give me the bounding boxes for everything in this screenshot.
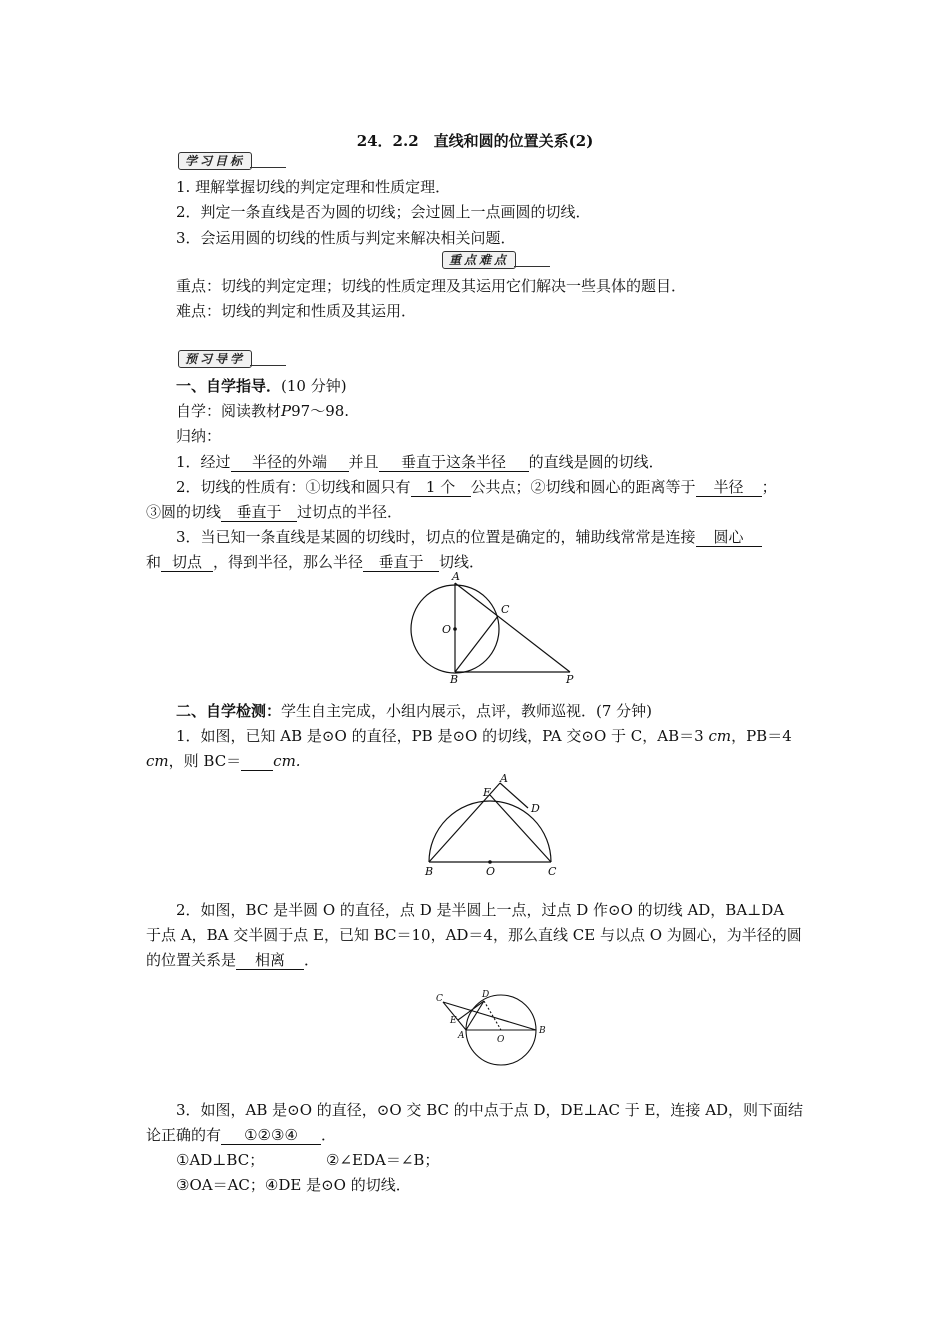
goal-3: 3．会运用圆的切线的性质与判定来解决相关问题． <box>176 229 516 247</box>
label-e: E <box>483 786 492 799</box>
blank-answer: 相离 <box>236 951 304 970</box>
blank-answer: 切点 <box>161 553 213 572</box>
induction-item-2: 2．切线的性质有：①切线和圆只有 1 个 公共点；②切线和圆心的距离等于 半径 ； <box>176 478 777 496</box>
blank-answer: 圆心 <box>696 528 762 547</box>
label-a: A <box>452 570 460 583</box>
secant-pa <box>455 583 570 672</box>
segment-ec <box>490 795 551 862</box>
question-1-cont: cm，则 BC＝ cm. <box>146 752 301 770</box>
goal-1: 1. 理解掌握切线的判定定理和性质定理． <box>176 178 451 196</box>
induction-item-3-cont: 和 切点 ，得到半径，那么半径 垂直于 切线． <box>146 553 485 571</box>
key-badge-label: 重点难点 <box>442 251 516 269</box>
question-3-line-2: 论正确的有 ①②③④ ． <box>146 1126 337 1144</box>
segment-bc <box>455 616 498 672</box>
label-o: O <box>442 623 452 636</box>
blank-answer: 垂直于 <box>221 503 297 522</box>
preview-badge-label: 预习导学 <box>178 350 252 368</box>
label-o: O <box>497 1035 505 1045</box>
question-2-line-2: 于点 A，BA 交半圆于点 E，已知 BC＝10，AD＝4，那么直线 CE 与以点 O 为圆心，为半径的圆 <box>146 926 802 944</box>
segment-de <box>458 1001 484 1020</box>
blank-answer: 半径的外端 <box>231 453 349 472</box>
question-3-line-1: 3．如图，AB 是⊙O 的直径，⊙O 交 BC 的中点于点 D，DE⊥AC 于 E，连接 AD，则下面结 <box>176 1101 804 1119</box>
label-b: B <box>425 865 434 878</box>
key-difficult: 难点：切线的判定和性质及其运用． <box>176 302 417 320</box>
figure-tangent-circle <box>400 570 590 685</box>
center-point <box>453 627 457 631</box>
label-c: C <box>436 994 443 1004</box>
label-o: O <box>486 865 496 878</box>
induction-item-3: 3．当已知一条直线是某圆的切线时，切点的位置是确定的，辅助线常常是连接 圆心 <box>176 527 762 547</box>
goals-badge <box>172 150 286 172</box>
label-d: D <box>482 990 490 1000</box>
label-a: A <box>458 1031 465 1041</box>
option-1: ①AD⊥BC； <box>176 1151 265 1169</box>
question-2-line-3: 的位置关系是 相离 ． <box>146 951 320 969</box>
label-b: B <box>450 673 459 686</box>
segment-cb <box>443 1002 536 1030</box>
question-1: 1．如图，已知 AB 是⊙O 的直径，PB 是⊙O 的切线，PA 交⊙O 于 C，AB＝3 cm，PB＝4 <box>176 727 792 745</box>
label-c: C <box>501 603 510 616</box>
goals-badge-label: 学习目标 <box>178 152 252 170</box>
label-b: B <box>539 1026 546 1036</box>
label-d: D <box>531 802 540 815</box>
part2-heading: 二、自学检测：学生自主完成，小组内展示，点评，教师巡视．(7 分钟) <box>176 702 653 720</box>
figure-circle-triangle <box>430 992 560 1062</box>
option-2: ②∠EDA＝∠B； <box>326 1151 440 1169</box>
option-3-4: ③OA＝AC；④DE 是⊙O 的切线． <box>176 1176 411 1194</box>
goal-2: 2．判定一条直线是否为圆的切线；会过圆上一点画圆的切线． <box>176 203 591 221</box>
summary-label: 归纳： <box>176 427 222 445</box>
center-point <box>488 860 492 864</box>
blank-answer: 半径 <box>696 478 762 497</box>
page-title: 24．2.2 直线和圆的位置关系(2) <box>356 132 594 150</box>
induction-item-2-cont: ③圆的切线 垂直于 过切点的半径． <box>146 503 403 521</box>
blank-answer: 垂直于 <box>363 553 439 572</box>
question-2-line-1: 2．如图，BC 是半圆 O 的直径，点 D 是半圆上一点，过点 D 作⊙O 的切线 AD，BA⊥DA <box>176 901 785 919</box>
key-badge <box>436 249 550 271</box>
key-important: 重点：切线的判定定理；切线的性质定理及其运用它们解决一些具体的题目． <box>176 277 687 295</box>
induction-item-1: 1．经过 半径的外端 并且 垂直于这条半径 的直线是圆的切线． <box>176 453 664 471</box>
part1-heading: 一、自学指导．(10 分钟) <box>176 377 347 395</box>
preview-badge <box>172 348 286 370</box>
label-a: A <box>500 772 508 785</box>
self-study-line: 自学：阅读教材P97～98. <box>176 402 350 420</box>
blank-bc <box>241 752 273 771</box>
blank-answer: ①②③④ <box>221 1126 321 1145</box>
figure-semicircle <box>420 772 570 877</box>
label-p: P <box>566 673 574 686</box>
blank-answer: 垂直于这条半径 <box>379 453 529 472</box>
blank-answer: 1 个 <box>411 478 471 497</box>
label-e: E <box>450 1016 457 1026</box>
tangent-ad <box>500 783 528 808</box>
label-c: C <box>548 865 557 878</box>
